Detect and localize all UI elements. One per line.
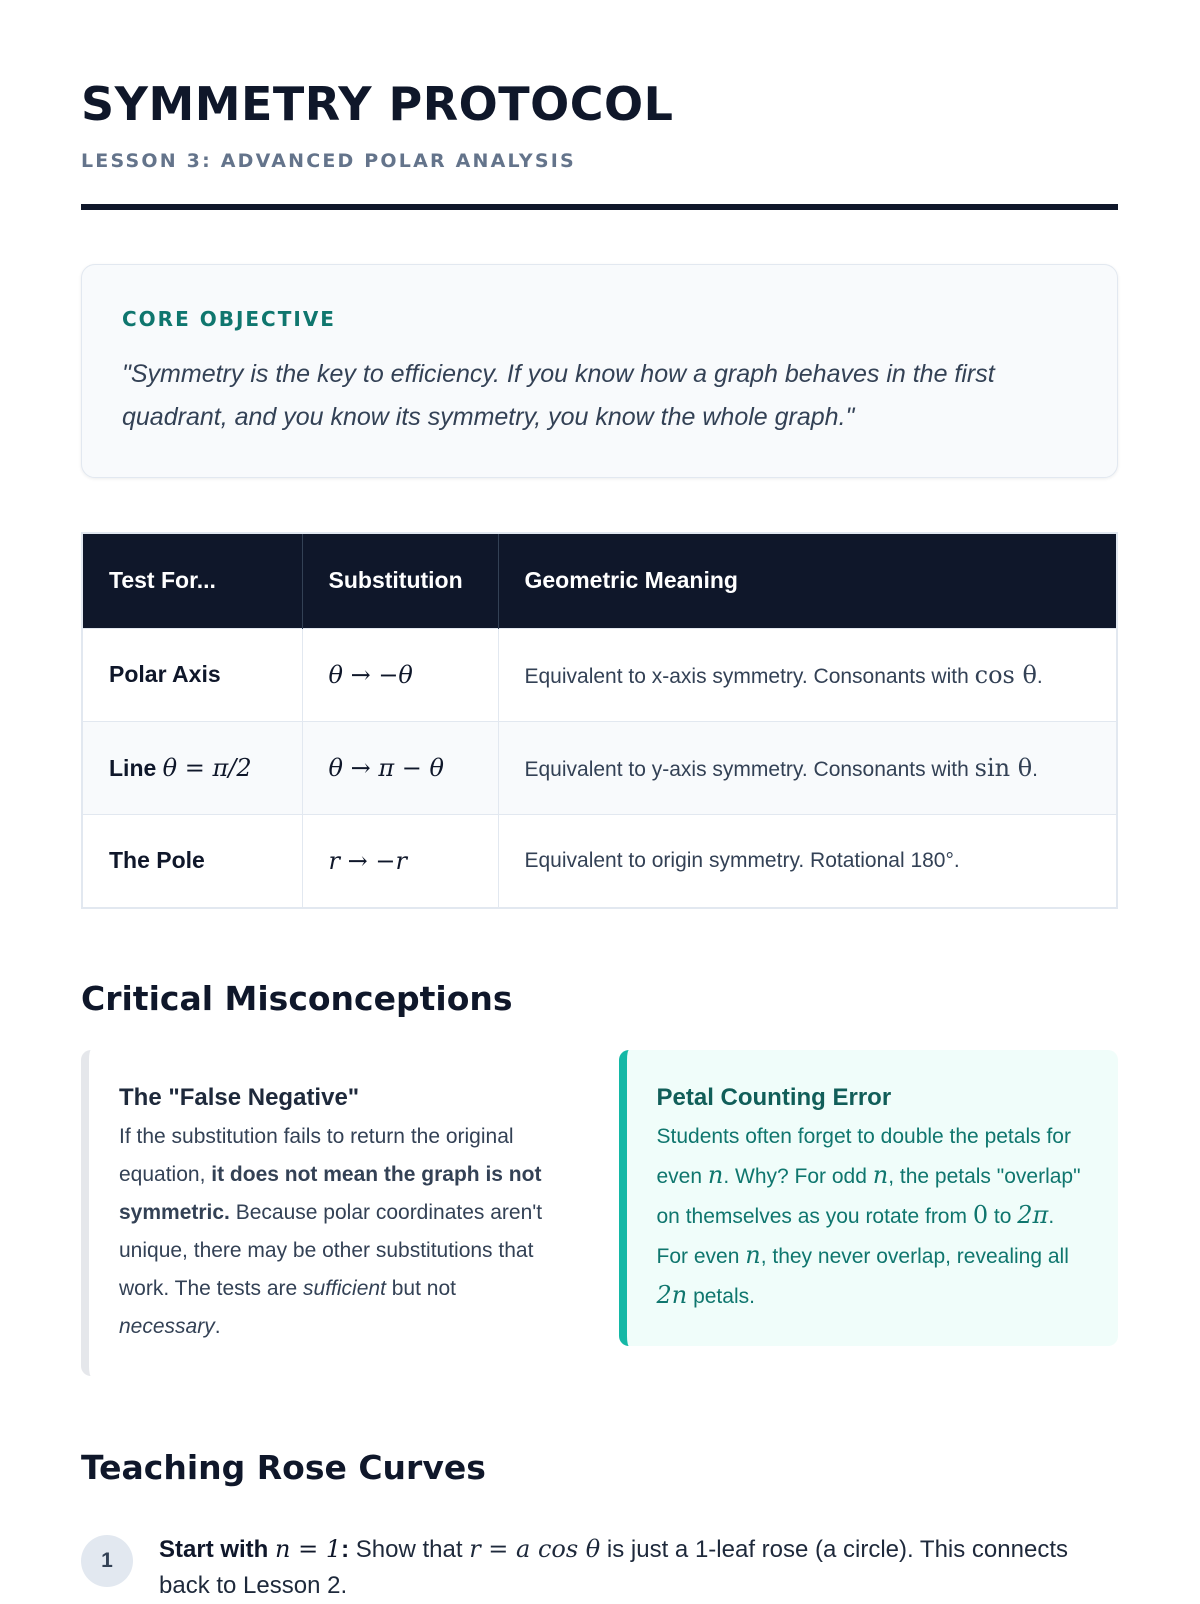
test-text: Line [109, 754, 163, 781]
meaning-cell [498, 721, 1116, 814]
math-expression: 2π [1017, 1200, 1049, 1229]
card-title: Petal Counting Error [656, 1083, 892, 1111]
math-expression: θ = π/2 [162, 753, 252, 782]
card-body [119, 1118, 553, 1346]
meaning-end: . [1036, 664, 1043, 688]
meaning-end: . [1032, 757, 1038, 781]
text: but not [385, 1276, 456, 1300]
column-header-test: Test For... [83, 534, 302, 629]
substitution-cell: r → −r [302, 814, 498, 907]
list-item [81, 1531, 1118, 1604]
false-negative-card [81, 1050, 581, 1376]
math-expression: n [707, 1160, 724, 1189]
emphasis-text: it does not mean the graph is not symmetric. [119, 1162, 542, 1224]
math-expression: n [872, 1160, 889, 1189]
page-title: SYMMETRY PROTOCOL [81, 77, 674, 131]
meaning-cell [498, 628, 1116, 721]
math-expression: sin θ [974, 753, 1033, 782]
rose-curves-heading: Teaching Rose Curves [81, 1447, 486, 1487]
lesson-subtitle: LESSON 3: ADVANCED POLAR ANALYSIS [81, 149, 576, 172]
substitution-cell: θ → π − θ [302, 721, 498, 814]
test-cell: Polar Axis [83, 628, 302, 721]
text: . Why? For odd [723, 1164, 873, 1188]
text: , the petals "overlap" on themselves as you rotate from [656, 1164, 1081, 1228]
card-title: The "False Negative" [119, 1083, 360, 1111]
step-number-badge: 1 [81, 1535, 133, 1587]
substitution-cell: θ → −θ [302, 628, 498, 721]
misconceptions-heading: Critical Misconceptions [81, 978, 513, 1018]
text: Students often forget to double the petals for even [656, 1124, 1071, 1188]
italic-text: necessary [119, 1314, 215, 1338]
meaning-text: Equivalent to x-axis symmetry. Consonants with [524, 664, 975, 688]
table-header-row [83, 534, 1116, 629]
text: Because polar coordinates aren't unique, there may be other substitutions that work. The tests are [119, 1200, 543, 1300]
column-header-substitution: Substitution [302, 534, 498, 629]
objective-quote: "Symmetry is the key to efficiency. If you know how a graph behaves in the first quadrant, and you know its symmetry, you know the whole graph." [122, 359, 995, 431]
misconceptions-grid [81, 1050, 1118, 1376]
test-cell [83, 721, 302, 814]
symmetry-table [81, 532, 1118, 909]
text: petals. [687, 1284, 755, 1308]
math-expression: r = a cos θ [469, 1534, 601, 1563]
math-expression: 2n [656, 1280, 688, 1309]
column-header-meaning: Geometric Meaning [498, 534, 1116, 629]
text: If the substitution fails to return the original equation, [119, 1124, 514, 1186]
header-divider [81, 204, 1118, 210]
table-row [83, 721, 1116, 814]
core-objective-card [81, 264, 1118, 478]
step-text [159, 1531, 1118, 1604]
text: , they never overlap, revealing all [760, 1244, 1069, 1268]
petal-counting-card [619, 1050, 1119, 1346]
math-expression: 0 [972, 1200, 989, 1229]
text: : [341, 1535, 350, 1563]
text: Show that [349, 1535, 470, 1563]
italic-text: sufficient [303, 1276, 386, 1300]
math-expression: cos θ [974, 660, 1037, 689]
text: to [988, 1204, 1018, 1228]
text: . [214, 1314, 221, 1338]
meaning-cell: Equivalent to origin symmetry. Rotational 180°. [498, 814, 1116, 907]
meaning-text: Equivalent to y-axis symmetry. Consonants with [524, 757, 975, 781]
math-expression: n [745, 1240, 761, 1269]
step-lead [159, 1536, 349, 1563]
card-body [657, 1118, 1091, 1316]
text: . For even [656, 1204, 1055, 1268]
table-row [83, 628, 1116, 721]
table-row [83, 814, 1116, 907]
math-expression: n = 1 [275, 1534, 342, 1563]
text: Start with [159, 1535, 276, 1563]
text: is just a 1-leaf rose (a circle). This connects back to Lesson 2. [159, 1535, 1068, 1599]
objective-label: CORE OBJECTIVE [122, 306, 336, 331]
test-cell: The Pole [83, 814, 302, 907]
